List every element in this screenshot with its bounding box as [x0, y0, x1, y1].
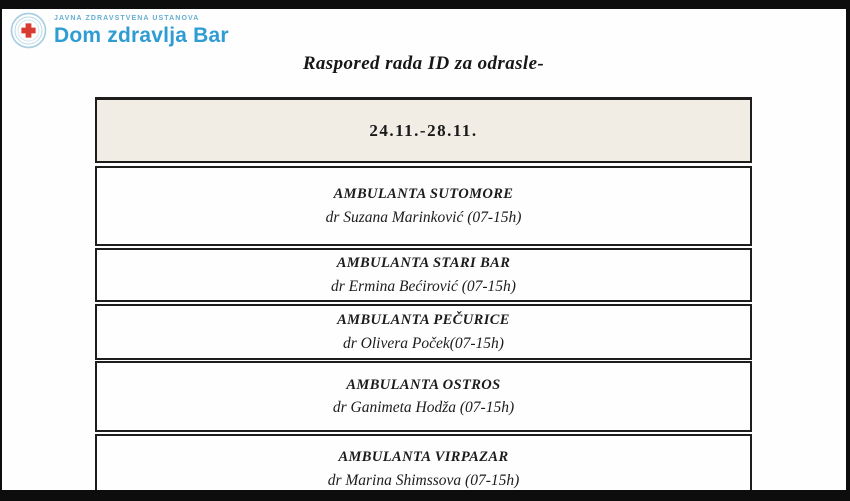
logo-text: [54, 12, 229, 48]
top-letterbox-bar: [0, 0, 850, 9]
clinic-name: AMBULANTA PEČURICE: [337, 312, 510, 328]
schedule-row: [95, 248, 752, 302]
schedule-row: [95, 361, 752, 432]
doctor-name: dr Ermina Bećirović (07-15h): [331, 277, 516, 295]
bottom-letterbox-bar: [0, 490, 850, 501]
doctor-name: dr Ganimeta Hodža (07-15h): [332, 399, 515, 416]
date-range-header: 24.11.-28.11.: [95, 97, 752, 163]
schedule-row: [95, 304, 752, 360]
doctor-name: dr Marina Shimssova (07-15h): [327, 471, 520, 489]
clinic-name: AMBULANTA OSTROS: [346, 376, 501, 393]
health-center-logo: [10, 12, 229, 54]
doctor-name: dr Olivera Poček(07-15h): [343, 334, 504, 352]
red-cross-icon: [21, 23, 35, 37]
schedule-table: [95, 97, 752, 501]
right-frame-edge: [846, 0, 850, 501]
left-frame-edge: [0, 0, 2, 501]
org-type-label: JAVNA ZDRAVSTVENA USTANOVA: [54, 15, 200, 22]
org-name: Dom zdravlja Bar: [54, 24, 229, 47]
clinic-name: AMBULANTA SUTOMORE: [333, 186, 514, 202]
clinic-name: AMBULANTA STARI BAR: [336, 255, 511, 271]
doctor-name: dr Suzana Marinković (07-15h): [325, 208, 522, 226]
clinic-name: AMBULANTA VIRPAZAR: [338, 449, 509, 465]
schedule-rows: [95, 166, 752, 501]
page-title: Raspored rada ID za odrasle-: [302, 53, 545, 74]
schedule-row: [95, 166, 752, 246]
logo-emblem-icon: [10, 12, 47, 54]
